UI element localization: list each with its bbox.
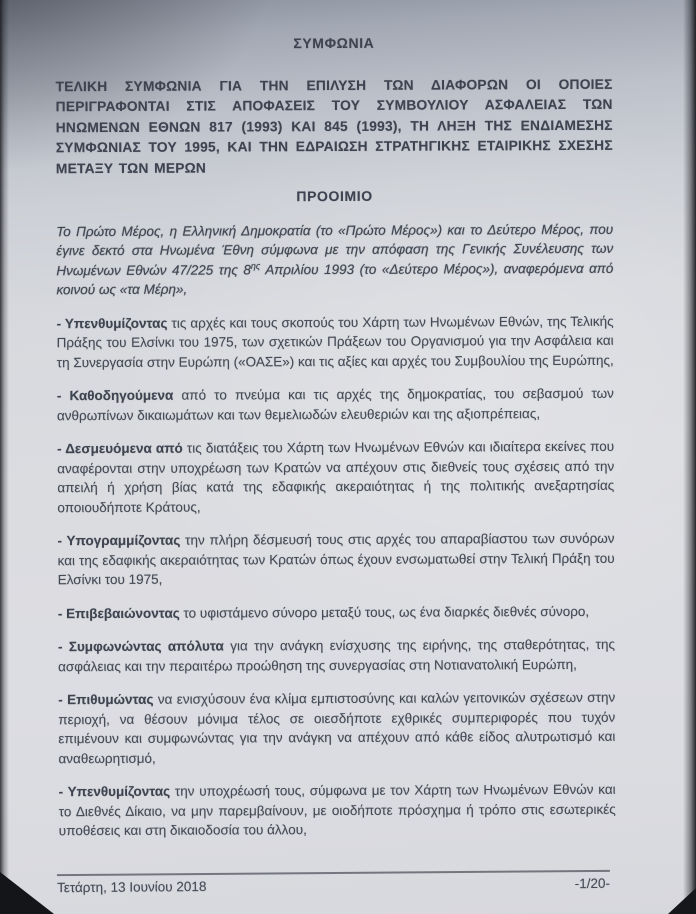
photo-bottom-right-corner-shadow — [668, 888, 696, 914]
preamble-intro-paragraph — [56, 219, 613, 299]
clause-text: την πλήρη δέσμευσή τους στις αρχές του απαραβίαστου των συνόρων και της εδαφικής ακεραιότητας των Κρατών όπως έχουν ενσωματωθεί στην Τελική Πράξη του Ελσίνκι του 1975, — [57, 530, 615, 588]
preamble-clause-recalling-obligation — [59, 780, 616, 841]
document-page-content — [55, 0, 616, 841]
preamble-clause-recalling-charter — [57, 311, 614, 372]
clause-lead: - Συμφωνώντας απόλυτα — [57, 638, 224, 655]
clause-text: να ενισχύσουν ένα κλίμα εμπιστοσύνης και καλών γειτονικών σχέσεων στην περιοχή, να θέσουν μόνιμα τέλος σε οιεσδήποτε εχθρικές συμπεριφορές που τυχόν επιμένουν και συμφωνώντας για την ανάγκη να απέχουν από κάθε είδος αλυτρωτισμό και αναθεωρητισμό, — [58, 689, 616, 766]
preamble-clause-confirming-border — [58, 601, 615, 623]
clause-lead: - Επιβεβαιώνοντας — [57, 605, 180, 621]
clause-text: από το πνεύμα και τις αρχές της δημοκρατίας, του σεβασμού των ανθρωπίνων δικαιωμάτων και των θεμελιωδών ελευθεριών και της αξιοπρέπειας, — [56, 385, 614, 423]
ordinal-superscript: ης — [250, 260, 261, 271]
preamble-clause-desiring — [58, 688, 615, 768]
clause-lead: - Υπογραμμίζοντας — [57, 532, 181, 549]
preamble-clause-bound-by — [57, 437, 614, 517]
photo-right-edge-shadow — [683, 0, 696, 914]
footer-rule — [57, 870, 610, 876]
document-subtitle: ΤΕΛΙΚΗ ΣΥΜΦΩΝΙΑ ΓΙΑ ΤΗΝ ΕΠΙΛΥΣΗ ΤΩΝ ΔΙΑΦΟΡΩΝ ΟΙ ΟΠΟΙΕΣ ΠΕΡΙΓΡΑΦΟΝΤΑΙ ΣΤΙΣ ΑΠΟΦΑΣΕΙΣ ΤΟΥ ΣΥΜΒΟΥΛΙΟΥ ΑΣΦΑΛΕΙΑΣ ΤΩΝ ΗΝΩΜΕΝΩΝ ΕΘΝΩΝ 817 (1993) ΚΑΙ 845 (1993), ΤΗ ΛΗΞΗ ΤΗΣ ΕΝΔΙΑΜΕΣΗΣ ΣΥΜΦΩΝΙΑΣ ΤΟΥ 1995, ΚΑΙ ΤΗΝ ΕΔΡΑΙΩΣΗ ΣΤΡΑΤΗΓΙΚΗΣ ΕΤΑΙΡΙΚΗΣ ΣΧΕΣΗΣ ΜΕΤΑΞΥ ΤΩΝ ΜΕΡΩΝ — [55, 76, 613, 176]
preamble-clause-underlining — [57, 529, 614, 590]
clause-text: τις αρχές και τους σκοπούς του Χάρτη των Ηνωμένων Εθνών, της Τελικής Πράξης του Ελσίνκι του 1975, των σχετικών Πράξεων του Οργανισμού για την Ασφάλεια και τη Συνεργασία στην Ευρώπη («ΟΑΣΕ») και τις αξίες και αρχές του Συμβουλίου της Ευρώπης, — [56, 313, 614, 370]
footer-date: Τετάρτη, 13 Ιουνίου 2018 — [56, 878, 207, 896]
clause-text: για την ανάγκη ενίσχυσης της ειρήνης, της σταθερότητας, της ασφάλειας και την περαιτέρω προώθηση της συνεργασίας στη Νοτιανατολική Ευρώπη, — [58, 636, 616, 674]
clause-lead: - Υπενθυμίζοντας — [56, 315, 168, 331]
intro-text-part1: Το Πρώτο Μέρος, η Ελληνική Δημοκρατία (το «Πρώτο Μέρος») και το Δεύτερο Μέρος, που έγινε δεκτό στα Ηνωμένα Έθνη σύμφωνα με την απόφαση της Γενικής Συνέλευσης των Ηνωμένων Εθνών 47/225 της 8 — [56, 221, 614, 278]
footer-page-number: -1/20- — [574, 875, 611, 892]
section-heading-preamble: ΠΡΟΟΙΜΙΟ — [296, 187, 373, 205]
clause-text: τις διατάξεις του Χάρτη των Ηνωμένων Εθνών και ιδιαίτερα εκείνες που αναφέρονται στην υποχρέωση των Κρατών να απέχουν στις διεθνείς τους σχέσεις από την απειλή ή χρήση βίας κατά της εδαφικής ακεραιότητας ή της πολιτικής ανεξαρτησίας οποιουδήποτε Κράτους, — [57, 438, 615, 515]
clause-lead: - Υπενθυμίζοντας — [58, 783, 171, 800]
clause-lead: - Δεσμευόμενα από — [57, 440, 183, 457]
intro-text-part2: Απριλίου 1993 (το «Δεύτερο Μέρος»), αναφερόμενα από κοινού ως «τα Μέρη», — [56, 260, 614, 298]
preamble-clause-agreeing-fully — [58, 635, 615, 676]
clause-text: την υποχρέωσή τους, σύμφωνα με τον Χάρτη των Ηνωμένων Εθνών και το Διεθνές Δίκαιο, να μην παρεμβαίνουν, με οιοδήποτε πρόσχημα ή τρόπο στις εσωτερικές υποθέσεις και στη δικαιοδοσία του άλλου, — [58, 781, 616, 839]
photo-left-edge-shadow — [0, 0, 9, 914]
page-footer — [57, 870, 610, 895]
clause-lead: - Καθοδηγούμενα — [56, 387, 174, 404]
preamble-clause-guided-by — [57, 384, 614, 425]
document-title: ΣΥΜΦΩΝΙΑ — [293, 34, 375, 52]
clause-text: το υφιστάμενο σύνορο μεταξύ τους, ως ένα διαρκές διεθνές σύνορο, — [179, 603, 590, 621]
clause-lead: - Επιθυμώντας — [58, 691, 154, 708]
